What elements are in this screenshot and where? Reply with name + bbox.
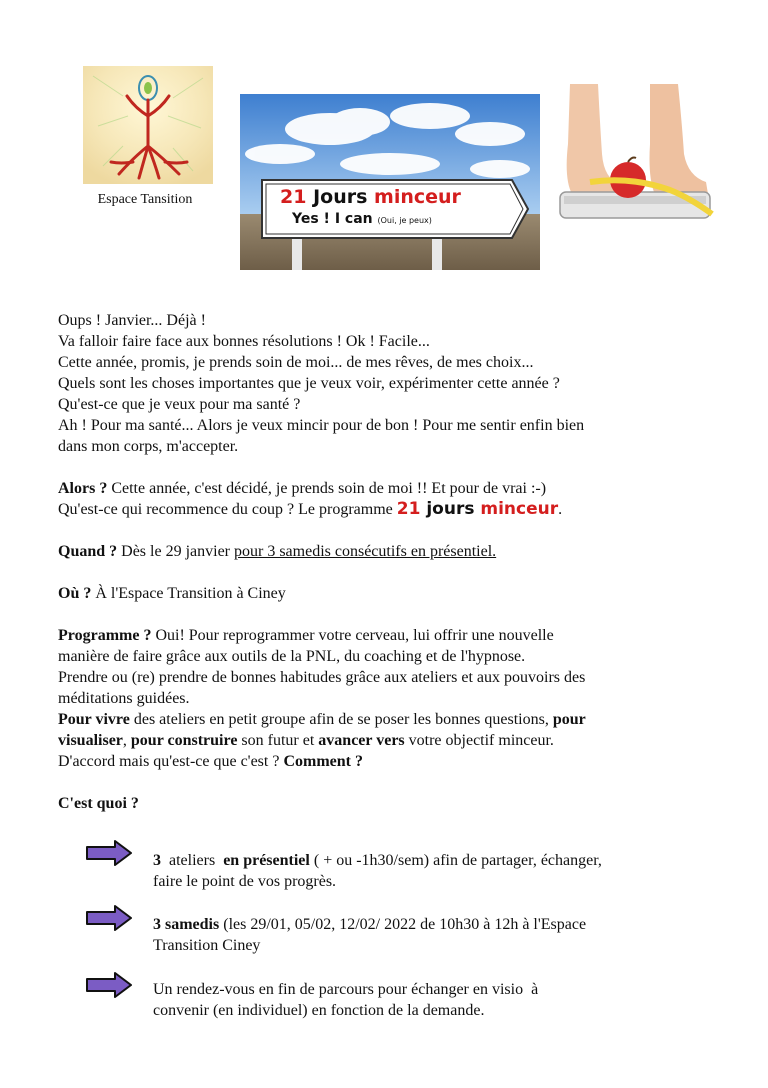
cest-quoi-label: C'est quoi ? (58, 795, 139, 812)
bold-text: Pour vivre (58, 711, 130, 728)
arrow-right-icon (85, 840, 133, 866)
programme-line: méditations guidées. (58, 690, 190, 707)
bold-text: Comment ? (283, 753, 363, 770)
text: ateliers (161, 852, 224, 869)
alors-text: Cette année, c'est décidé, je prends soin de moi !! Et pour de vrai :-) (107, 480, 547, 497)
text: des ateliers en petit groupe afin de se poser les bonnes questions, (129, 711, 553, 728)
intro-line: Va falloir faire face aux bonnes résolutions ! Ok ! Facile... (58, 333, 430, 350)
list-item (153, 979, 713, 1021)
program-banner (240, 94, 540, 270)
ou-text: À l'Espace Transition à Ciney (91, 585, 286, 602)
banner-small-note: (Oui, je peux) (377, 216, 432, 225)
text: , (122, 732, 131, 749)
programme-label: Programme ? (58, 627, 152, 644)
programme-line: Prendre ou (re) prendre de bonnes habitudes grâce aux ateliers et aux pouvoirs des (58, 669, 586, 686)
item-line: convenir (en individuel) en fonction de la demande. (153, 1002, 485, 1019)
brand-jours: jours (426, 499, 475, 519)
programme-paragraph (58, 625, 718, 646)
banner-minceur: minceur (374, 186, 461, 208)
brand-minceur: minceur (480, 499, 559, 519)
item-line: Un rendez-vous en fin de parcours pour échanger en visio à (153, 981, 539, 998)
programme-line (58, 730, 718, 751)
alors-paragraph (58, 478, 718, 499)
list-item (153, 914, 713, 956)
cest-quoi-heading (58, 793, 718, 814)
list-item (153, 850, 713, 892)
bold-text: pour (552, 711, 586, 728)
quand-underlined: pour 3 samedis consécutifs en présentiel. (234, 543, 497, 560)
quand-paragraph (58, 541, 718, 562)
text: ( + ou -1h30/sem) afin de partager, échanger, (309, 852, 602, 869)
bold-text: avancer vers (318, 732, 405, 749)
quand-text: Dès le 29 janvier (117, 543, 234, 560)
banner-number: 21 (280, 186, 307, 208)
item-line: Transition Ciney (153, 937, 261, 954)
programme-line: Oui! Pour reprogrammer votre cerveau, lui offrir une nouvelle (151, 627, 554, 644)
logo-caption: Espace Tansition (97, 192, 193, 207)
main-content (58, 310, 718, 814)
text: D'accord mais qu'est-ce que c'est ? (58, 753, 284, 770)
alors-line2 (58, 499, 718, 520)
espace-transition-logo (83, 66, 213, 184)
banner-jours: Jours (313, 186, 368, 208)
bold-text: en présentiel (223, 852, 310, 869)
intro-line: Qu'est-ce que je veux pour ma santé ? (58, 396, 301, 413)
item-line: faire le point de vos progrès. (153, 873, 337, 890)
brand-21-jours-minceur (397, 499, 558, 519)
arrow-right-icon (85, 972, 133, 998)
alors-end: . (558, 501, 563, 518)
programme-line (58, 751, 718, 772)
bold-text: 3 samedis (153, 916, 220, 933)
bold-text: visualiser (58, 732, 123, 749)
alors-label: Alors ? (58, 480, 108, 497)
banner-title (280, 186, 461, 208)
programme-line (58, 709, 718, 730)
banner-yes-i-can: Yes ! I can (292, 211, 373, 227)
arrow-right-icon (85, 905, 133, 931)
intro-line: dans mon corps, m'accepter. (58, 438, 239, 455)
intro-line: Quels sont les choses importantes que je veux voir, expérimenter cette année ? (58, 375, 560, 392)
feet-on-scale-image (550, 84, 720, 234)
ou-paragraph (58, 583, 718, 604)
ou-label: Où ? (58, 585, 92, 602)
alors-line2-text: Qu'est-ce qui recommence du coup ? Le programme (58, 501, 397, 518)
programme-line: manière de faire grâce aux outils de la PNL, du coaching et de l'hypnose. (58, 648, 526, 665)
intro-line: Ah ! Pour ma santé... Alors je veux mincir pour de bon ! Pour me sentir enfin bien (58, 417, 585, 434)
intro-line: Cette année, promis, je prends soin de moi... de mes rêves, de mes choix... (58, 354, 534, 371)
quand-label: Quand ? (58, 543, 118, 560)
text: votre objectif minceur. (404, 732, 554, 749)
intro-line: Oups ! Janvier... Déjà ! (58, 312, 206, 329)
brand-number: 21 (396, 499, 421, 519)
banner-subtitle (292, 211, 432, 227)
bold-text: pour construire (130, 732, 238, 749)
text: son futur et (237, 732, 319, 749)
text: (les 29/01, 05/02, 12/02/ 2022 de 10h30 à 12h à l'Espace (219, 916, 587, 933)
bold-text: 3 (153, 852, 161, 869)
